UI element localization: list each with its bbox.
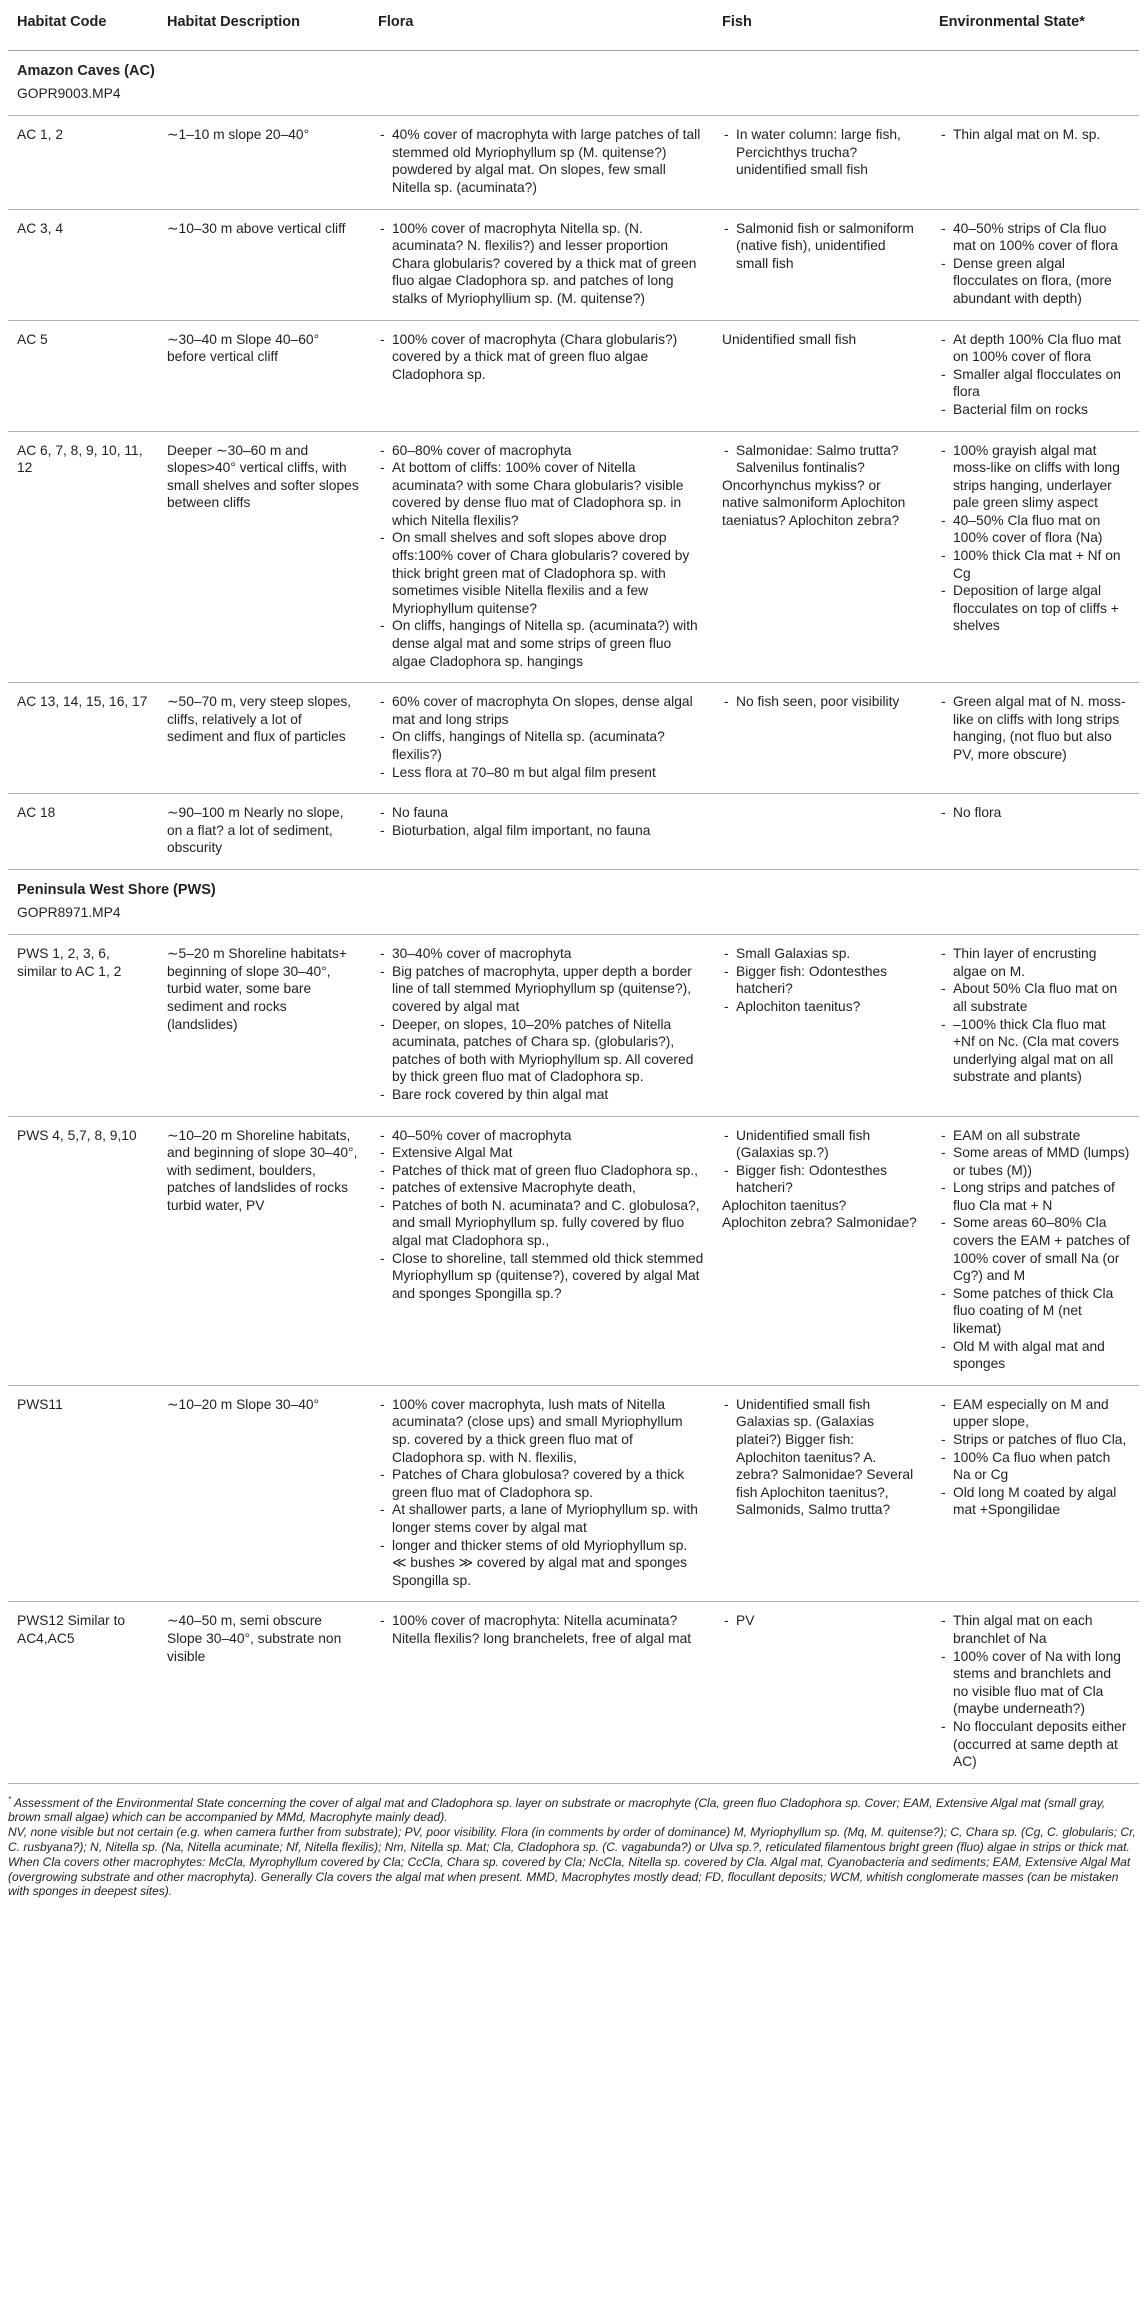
flora-cell [369, 1385, 713, 1602]
list-item: - Bigger fish: Odontesthes hatcheri? [722, 963, 921, 998]
list-item: - Old long M coated by algal mat +Spongilidae [939, 1484, 1130, 1519]
list-item: Oncorhynchus mykiss? or native salmoniform Aplochiton taeniatus? Aplochiton zebra? [722, 477, 906, 528]
fish-cell [713, 116, 930, 209]
habitat-code-cell: PWS12 Similar to AC4,AC5 [8, 1602, 158, 1783]
column-header-environmental-state: Environmental State* [930, 0, 1139, 51]
fish-cell [713, 935, 930, 1116]
habitat-description-cell: ∼40–50 m, semi obscure Slope 30–40°, substrate non visible [158, 1602, 369, 1783]
habitat-description-cell: ∼50–70 m, very steep slopes, cliffs, relatively a lot of sediment and flux of particles [158, 683, 369, 794]
list-item: - No fauna [378, 804, 704, 822]
list-item: - 100% cover of macrophyta: Nitella acuminata? Nitella flexilis? long branchelets, free of algal mat [378, 1612, 704, 1647]
flora-cell-list [378, 945, 704, 1103]
list-item: - Smaller algal flocculates on flora [939, 366, 1130, 401]
list-item: - 40% cover of macrophyta with large patches of tall stemmed old Myriophyllum sp (M. quitense?) powdered by algal mat. On slopes, few small Nitella sp. (acuminata?) [378, 126, 704, 196]
list-item: - 100% Ca fluo when patch Na or Cg [939, 1449, 1130, 1484]
flora-cell-list [378, 804, 704, 839]
environmental-state-cell-list [939, 220, 1130, 308]
habitat-code-cell: PWS11 [8, 1385, 158, 1602]
list-item: - –100% thick Cla fluo mat +Nf on Nc. (Cla mat covers underlying algal mat on all substrate and plants) [939, 1016, 1130, 1086]
list-item: - At bottom of cliffs: 100% cover of Nitella acuminata? with some Chara globularis? visible covered by dense fluo mat of Cladophora sp. in which Nitella flexilis? [378, 459, 704, 529]
environmental-state-cell-list [939, 442, 1130, 636]
list-item: - 100% thick Cla mat + Nf on Cg [939, 547, 1130, 582]
list-item: - On cliffs, hangings of Nitella sp. (acuminata? flexilis?) [378, 728, 704, 763]
list-item: - Big patches of macrophyta, upper depth a border line of tall stemmed Myriophyllum sp (quitense?), covered by algal mat [378, 963, 704, 1016]
list-item: - Some patches of thick Cla fluo coating of M (net likemat) [939, 1285, 1130, 1338]
section-file-row [8, 900, 1139, 935]
table-row [8, 1116, 1139, 1385]
list-item: - Patches of thick mat of green fluo Cladophora sp., [378, 1162, 704, 1180]
list-item: Aplochiton taenitus? [722, 1197, 847, 1213]
list-item: - Thin algal mat on each branchlet of Na [939, 1612, 1130, 1647]
environmental-state-cell-list [939, 331, 1130, 419]
flora-cell [369, 320, 713, 431]
column-header-habitat-description: Habitat Description [158, 0, 369, 51]
habitat-description-cell: ∼90–100 m Nearly no slope, on a flat? a lot of sediment, obscurity [158, 794, 369, 870]
footnote-1 [8, 1796, 1139, 1826]
fish-cell-list [722, 442, 921, 530]
list-item: Unidentified small fish [722, 331, 857, 347]
habitat-code-cell: PWS 1, 2, 3, 6, similar to AC 1, 2 [8, 935, 158, 1116]
column-header-flora: Flora [369, 0, 713, 51]
list-item: - PV [722, 1612, 921, 1630]
habitat-code-cell: AC 5 [8, 320, 158, 431]
habitat-code-cell: PWS 4, 5,7, 8, 9,10 [8, 1116, 158, 1385]
list-item: - 40–50% cover of macrophyta [378, 1127, 704, 1145]
fish-cell-list [722, 1396, 921, 1519]
fish-cell-list [722, 1127, 921, 1233]
footnote-1-text: Assessment of the Environmental State concerning the cover of algal mat and Cladophora sp. layer on substrate or macrophyte (Cla, green fluo Cladophora sp. Cover; EAM, Extensive Algal mat (small gray, brown small algae) which can be accompanied by MMd, Macrophyte mainly dead). [8, 1795, 1106, 1825]
list-item: - longer and thicker stems of old Myriophyllum sp. ≪ bushes ≫ covered by algal mat and sponges Spongilla sp. [378, 1537, 704, 1590]
environmental-state-cell [930, 1602, 1139, 1783]
table-row [8, 1602, 1139, 1783]
flora-cell [369, 794, 713, 870]
list-item: - Deeper, on slopes, 10–20% patches of Nitella acuminata, patches of Chara sp. (globularis?), patches of both with Myriophyllum sp. All covered by thick green fluo mat of Cladophora sp. [378, 1016, 704, 1086]
list-item: - EAM especially on M and upper slope, [939, 1396, 1130, 1431]
table-row [8, 209, 1139, 320]
list-item: - About 50% Cla fluo mat on all substrate [939, 980, 1130, 1015]
section-video-file: GOPR9003.MP4 [8, 81, 1139, 116]
list-item: - Green algal mat of N. moss-like on cliffs with long strips hanging, (not fluo but also PV, more obscure) [939, 693, 1130, 763]
list-item: - EAM on all substrate [939, 1127, 1130, 1145]
list-item: - Small Galaxias sp. [722, 945, 921, 963]
list-item: - Unidentified small fish (Galaxias sp.?) [722, 1127, 921, 1162]
list-item: - At shallower parts, a lane of Myriophyllum sp. with longer stems cover by algal mat [378, 1501, 704, 1536]
table-row [8, 320, 1139, 431]
list-item: - No fish seen, poor visibility [722, 693, 921, 711]
environmental-state-cell-list [939, 1612, 1130, 1770]
flora-cell-list [378, 1127, 704, 1303]
habitat-code-cell: AC 1, 2 [8, 116, 158, 209]
list-item: - Extensive Algal Mat [378, 1144, 704, 1162]
habitat-code-cell: AC 18 [8, 794, 158, 870]
list-item: - Bigger fish: Odontesthes hatcheri? [722, 1162, 921, 1197]
list-item: - Salmonid fish or salmoniform (native fish), unidentified small fish [722, 220, 921, 273]
habitat-description-cell: ∼1–10 m slope 20–40° [158, 116, 369, 209]
flora-cell-list [378, 331, 704, 384]
flora-cell-list [378, 693, 704, 781]
list-item: - 60% cover of macrophyta On slopes, dense algal mat and long strips [378, 693, 704, 728]
list-item: - Strips or patches of fluo Cla, [939, 1431, 1130, 1449]
list-item: - 30–40% cover of macrophyta [378, 945, 704, 963]
habitat-code-cell: AC 13, 14, 15, 16, 17 [8, 683, 158, 794]
list-item: - Bare rock covered by thin algal mat [378, 1086, 704, 1104]
environmental-state-cell [930, 209, 1139, 320]
environmental-state-cell-list [939, 1127, 1130, 1373]
list-item: - Old M with algal mat and sponges [939, 1338, 1130, 1373]
environmental-state-cell-list [939, 804, 1130, 822]
section-title: Peninsula West Shore (PWS) [17, 881, 216, 898]
environmental-state-cell [930, 935, 1139, 1116]
column-header-habitat-code: Habitat Code [8, 0, 158, 51]
list-item: - No flora [939, 804, 1130, 822]
fish-cell [713, 320, 930, 431]
flora-cell-list [378, 442, 704, 671]
habitat-description-cell: ∼30–40 m Slope 40–60° before vertical cliff [158, 320, 369, 431]
list-item: - Patches of Chara globulosa? covered by a thick green fluo mat of Cladophora sp. [378, 1466, 704, 1501]
list-item: - Close to shoreline, tall stemmed old thick stemmed Myriophyllum sp (quitense?), covered by algal Mat and sponges Spongilla sp.? [378, 1250, 704, 1303]
fish-cell [713, 209, 930, 320]
list-item: - Dense green algal flocculates on flora, (more abundant with depth) [939, 255, 1130, 308]
flora-cell [369, 683, 713, 794]
list-item: - Long strips and patches of fluo Cla mat + N [939, 1179, 1130, 1214]
section-title: Amazon Caves (AC) [17, 63, 155, 79]
list-item: - Unidentified small fish Galaxias sp. (Galaxias platei?) Bigger fish: Aplochiton taenitus? A. zebra? Salmonidae? Several fish Aplochiton taenitus?, Salmonids, Salmo trutta? [722, 1396, 921, 1519]
list-item: - Thin algal mat on M. sp. [939, 126, 1130, 144]
section-title-row [8, 869, 1139, 899]
environmental-state-cell-list [939, 126, 1130, 144]
table-row [8, 431, 1139, 683]
habitat-description-cell: ∼5–20 m Shoreline habitats+ beginning of slope 30–40°, turbid water, some bare sediment and rocks (landslides) [158, 935, 369, 1116]
flora-cell [369, 1602, 713, 1783]
list-item: - 100% cover of macrophyta Nitella sp. (N. acuminata? N. flexilis?) and lesser proportion Chara globularis? covered by a thick mat of green fluo algae Cladophora sp. and patches of long stalks of Myriophyllium sp. (M. quitense?) [378, 220, 704, 308]
flora-cell [369, 1116, 713, 1385]
environmental-state-cell [930, 683, 1139, 794]
fish-cell [713, 431, 930, 683]
flora-cell-list [378, 1612, 704, 1647]
list-item: - Salmonidae: Salmo trutta? Salvenilus fontinalis? [722, 442, 921, 477]
list-item: - Less flora at 70–80 m but algal film present [378, 764, 704, 782]
environmental-state-cell [930, 794, 1139, 870]
fish-cell [713, 1602, 930, 1783]
table-row [8, 935, 1139, 1116]
section-video-file: GOPR8971.MP4 [8, 900, 1139, 935]
environmental-state-cell-list [939, 693, 1130, 763]
flora-cell [369, 209, 713, 320]
flora-cell [369, 431, 713, 683]
footnote-marker: * [8, 1794, 12, 1804]
list-item: - Bioturbation, algal film important, no fauna [378, 822, 704, 840]
environmental-state-cell-list [939, 1396, 1130, 1519]
section-file-row [8, 81, 1139, 116]
list-item: - 40–50% Cla fluo mat on 100% cover of flora (Na) [939, 512, 1130, 547]
list-item: Aplochiton zebra? Salmonidae? [722, 1215, 917, 1231]
flora-cell [369, 116, 713, 209]
list-item: - Aplochiton taenitus? [722, 998, 921, 1016]
section-title-row [8, 51, 1139, 81]
habitat-description-cell: ∼10–30 m above vertical cliff [158, 209, 369, 320]
list-item: - Bacterial film on rocks [939, 401, 1130, 419]
list-item: - Some areas 60–80% Cla covers the EAM + patches of 100% cover of small Na (or Cg?) and M [939, 1214, 1130, 1284]
habitat-code-cell: AC 6, 7, 8, 9, 10, 11, 12 [8, 431, 158, 683]
flora-cell-list [378, 126, 704, 196]
habitat-code-cell: AC 3, 4 [8, 209, 158, 320]
list-item: - At depth 100% Cla fluo mat on 100% cover of flora [939, 331, 1130, 366]
list-item: - On cliffs, hangings of Nitella sp. (acuminata?) with dense algal mat and some strips of green fluo algae Cladophora sp. hangings [378, 617, 704, 670]
environmental-state-cell [930, 116, 1139, 209]
list-item: - 40–50% strips of Cla fluo mat on 100% cover of flora [939, 220, 1130, 255]
fish-cell [713, 683, 930, 794]
list-item: - 100% grayish algal mat moss-like on cliffs with long strips hanging, underlayer pale green slimy aspect [939, 442, 1130, 512]
habitat-description-cell: Deeper ∼30–60 m and slopes>40° vertical cliffs, with small shelves and softer slopes between cliffs [158, 431, 369, 683]
fish-cell [713, 1116, 930, 1385]
environmental-state-cell [930, 1116, 1139, 1385]
fish-cell-list [722, 220, 921, 273]
list-item: - 100% cover of Na with long stems and branchlets and no visible fluo mat of Cla (maybe underneath?) [939, 1648, 1130, 1718]
table-row [8, 683, 1139, 794]
environmental-state-cell [930, 1385, 1139, 1602]
list-item: - 60–80% cover of macrophyta [378, 442, 704, 460]
flora-cell [369, 935, 713, 1116]
list-item: - On small shelves and soft slopes above drop offs:100% cover of Chara globularis? covered by thick bright green mat of Cladophora sp. with sometimes visible Nitella flexilis and a few Myriophyllum quitense? [378, 529, 704, 617]
fish-cell-list [722, 126, 921, 179]
fish-cell-list [722, 331, 921, 349]
list-item: - Thin layer of encrusting algae on M. [939, 945, 1130, 980]
header-row [8, 0, 1139, 51]
fish-cell [713, 794, 930, 870]
table-row [8, 794, 1139, 870]
footnote-2: NV, none visible but not certain (e.g. when camera further from substrate); PV, poor visibility. Flora (in comments by order of dominance) M, Myriophyllum sp. (Mq, M. quitense?); C, Chara sp. (Cg, C. globularis; Cr, C. rusbyana?); N, Nitella sp. (Na, Nitella acuminate; Nf, Nitella flexilis); Nm, Nitella sp. Mat; Cla, Cladophora sp. (C. vagabunda?) or Ulva sp.?, reticulated filamentous bright green (fluo) algae in strips or thick mat. When Cla covers other macrophytes: McCla, Myrophyllum covered by Cla; CcCla, Chara sp. covered by Cla; NcCla, Nitella sp. covered by Cla. Algal mat, Cyanobacteria and sediments; EAM, Extensive Algal Mat (overgrowing substrate and other macrophyta). Generally Cla covers the algal mat when present. MMD, Macrophytes mostly dead; FD, flocullant deposits; WCM, whitish conglomerate masses (can be mistaken with sponges in deepest sites). [8, 1825, 1136, 1899]
environmental-state-cell-list [939, 945, 1130, 1086]
habitat-description-cell: ∼10–20 m Shoreline habitats, and beginning of slope 30–40°, with sediment, boulders, patches of landslides of rocks turbid water, PV [158, 1116, 369, 1385]
habitat-table [8, 0, 1139, 1784]
table-header [8, 0, 1139, 51]
list-item: - Patches of both N. acuminata? and C. globulosa?, and small Myriophyllum sp. fully covered by fluo algal mat Cladophora sp., [378, 1197, 704, 1250]
column-header-fish: Fish [713, 0, 930, 51]
list-item: - 100% cover macrophyta, lush mats of Nitella acuminata? (close ups) and small Myriophyllum sp. covered by a thick green fluo mat of Cladophora sp. with N. flexilis, [378, 1396, 704, 1466]
fish-cell-list [722, 1612, 921, 1630]
environmental-state-cell [930, 431, 1139, 683]
list-item: - 100% cover of macrophyta (Chara globularis?) covered by a thick mat of green fluo algae Cladophora sp. [378, 331, 704, 384]
fish-cell-list [722, 693, 921, 711]
list-item: - No flocculant deposits either (occurred at same depth at AC) [939, 1718, 1130, 1771]
list-item: - patches of extensive Macrophyte death, [378, 1179, 704, 1197]
fish-cell-list [722, 945, 921, 1015]
flora-cell-list [378, 1396, 704, 1590]
fish-cell [713, 1385, 930, 1602]
flora-cell-list [378, 220, 704, 308]
list-item: - Some areas of MMD (lumps) or tubes (M)) [939, 1144, 1130, 1179]
table-row [8, 1385, 1139, 1602]
table-footnotes [8, 1784, 1139, 1900]
list-item: - In water column: large fish, Percichthys trucha? unidentified small fish [722, 126, 921, 179]
environmental-state-cell [930, 320, 1139, 431]
table-row [8, 116, 1139, 209]
habitat-description-cell: ∼10–20 m Slope 30–40° [158, 1385, 369, 1602]
list-item: - Deposition of large algal flocculates on top of cliffs + shelves [939, 582, 1130, 635]
table-body [8, 51, 1139, 1784]
